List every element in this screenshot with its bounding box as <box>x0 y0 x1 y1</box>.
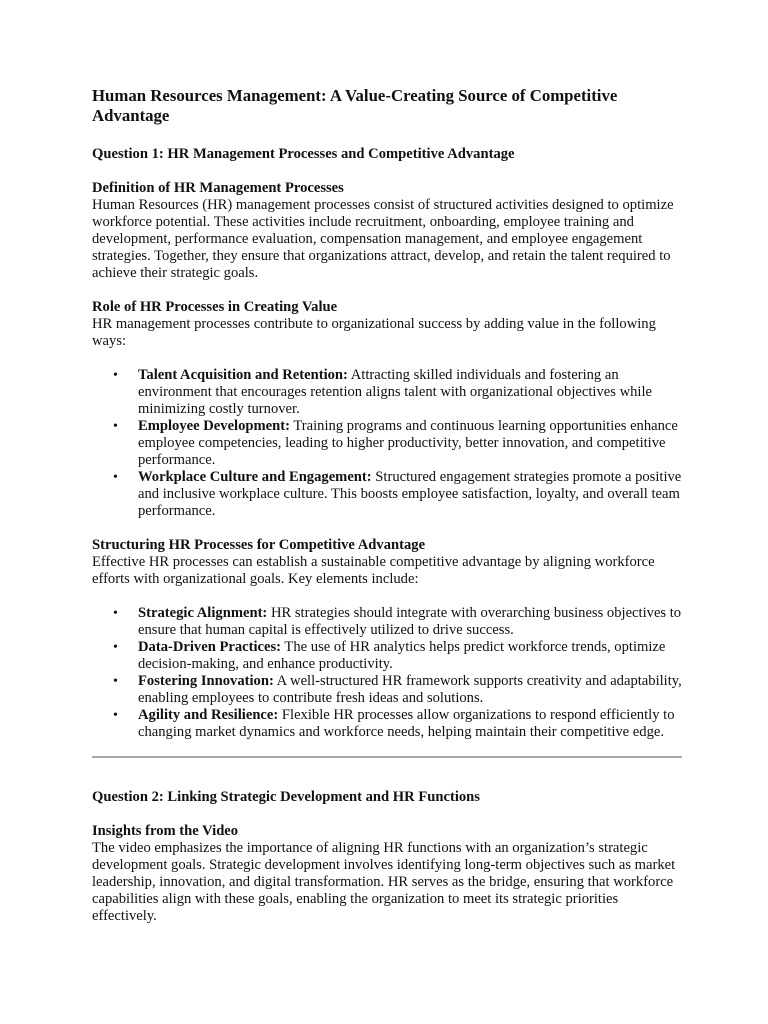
list-item <box>138 469 682 520</box>
list-item <box>138 418 682 469</box>
list-item-term: Agility and Resilience: <box>138 707 279 723</box>
role-heading: Role of HR Processes in Creating Value <box>92 299 338 315</box>
structuring-list <box>92 605 682 741</box>
list-item-text: Training programs and continuous learning opportunities enhance employee competencies, leading to higher productivity, better innovation, and competitive performance. <box>138 418 678 468</box>
list-item-term: Employee Development: <box>138 418 290 434</box>
list-item <box>138 673 682 707</box>
document-title: Human Resources Management: A Value-Creating Source of Competitive Advantage <box>92 86 618 125</box>
list-item <box>138 707 682 741</box>
document-page <box>92 86 682 942</box>
insights-paragraph: The video emphasizes the importance of aligning HR functions with an organization’s strategic development goals. Strategic development involves identifying long-term objectives such as market leadership, innovation, and digital transformation. HR serves as the bridge, ensuring that workforce capabilities align with these goals, enabling the organization to meet its strategic priorities effectively. <box>92 840 676 924</box>
list-item-term: Data-Driven Practices: <box>138 639 282 655</box>
definition-paragraph: Human Resources (HR) management processes consist of structured activities designed to optimize workforce potential. These activities include recruitment, onboarding, employee training and development, performance evaluation, compensation management, and employee engagement strategies. Together, they ensure that organizations attract, develop, and retain the talent required to achieve their strategic goals. <box>92 197 674 281</box>
definition-heading: Definition of HR Management Processes <box>92 180 344 196</box>
question-2-heading: Question 2: Linking Strategic Development and HR Functions <box>92 789 480 805</box>
list-item-term: Fostering Innovation: <box>138 673 274 689</box>
list-item-text: Structured engagement strategies promote a positive and inclusive workplace culture. This boosts employee satisfaction, loyalty, and overall team performance. <box>138 469 682 519</box>
list-item-text: Attracting skilled individuals and fostering an environment that encourages retention aligns talent with organizational objectives while minimizing costly turnover. <box>138 367 653 417</box>
list-item <box>138 639 682 673</box>
list-item-text: HR strategies should integrate with overarching business objectives to ensure that human capital is effectively utilized to drive success. <box>138 605 682 638</box>
list-item-term: Talent Acquisition and Retention: <box>138 367 348 383</box>
list-item-term: Strategic Alignment: <box>138 605 268 621</box>
role-intro: HR management processes contribute to organizational success by adding value in the following ways: <box>92 316 656 349</box>
insights-heading: Insights from the Video <box>92 823 239 839</box>
section-divider <box>92 756 682 758</box>
list-item-text: Flexible HR processes allow organizations to respond efficiently to changing market dynamics and workforce needs, helping maintain their competitive edge. <box>138 707 675 740</box>
list-item-text: A well-structured HR framework supports creativity and adaptability, enabling employees to contribute fresh ideas and solutions. <box>138 673 682 706</box>
list-item-term: Workplace Culture and Engagement: <box>138 469 372 485</box>
structuring-intro: Effective HR processes can establish a sustainable competitive advantage by aligning workforce efforts with organizational goals. Key elements include: <box>92 554 655 587</box>
role-list <box>92 367 682 520</box>
list-item-text: The use of HR analytics helps predict workforce trends, optimize decision-making, and enhance productivity. <box>138 639 666 672</box>
structuring-heading: Structuring HR Processes for Competitive Advantage <box>92 537 426 553</box>
list-item <box>138 605 682 639</box>
question-1-heading: Question 1: HR Management Processes and Competitive Advantage <box>92 146 515 162</box>
list-item <box>138 367 682 418</box>
